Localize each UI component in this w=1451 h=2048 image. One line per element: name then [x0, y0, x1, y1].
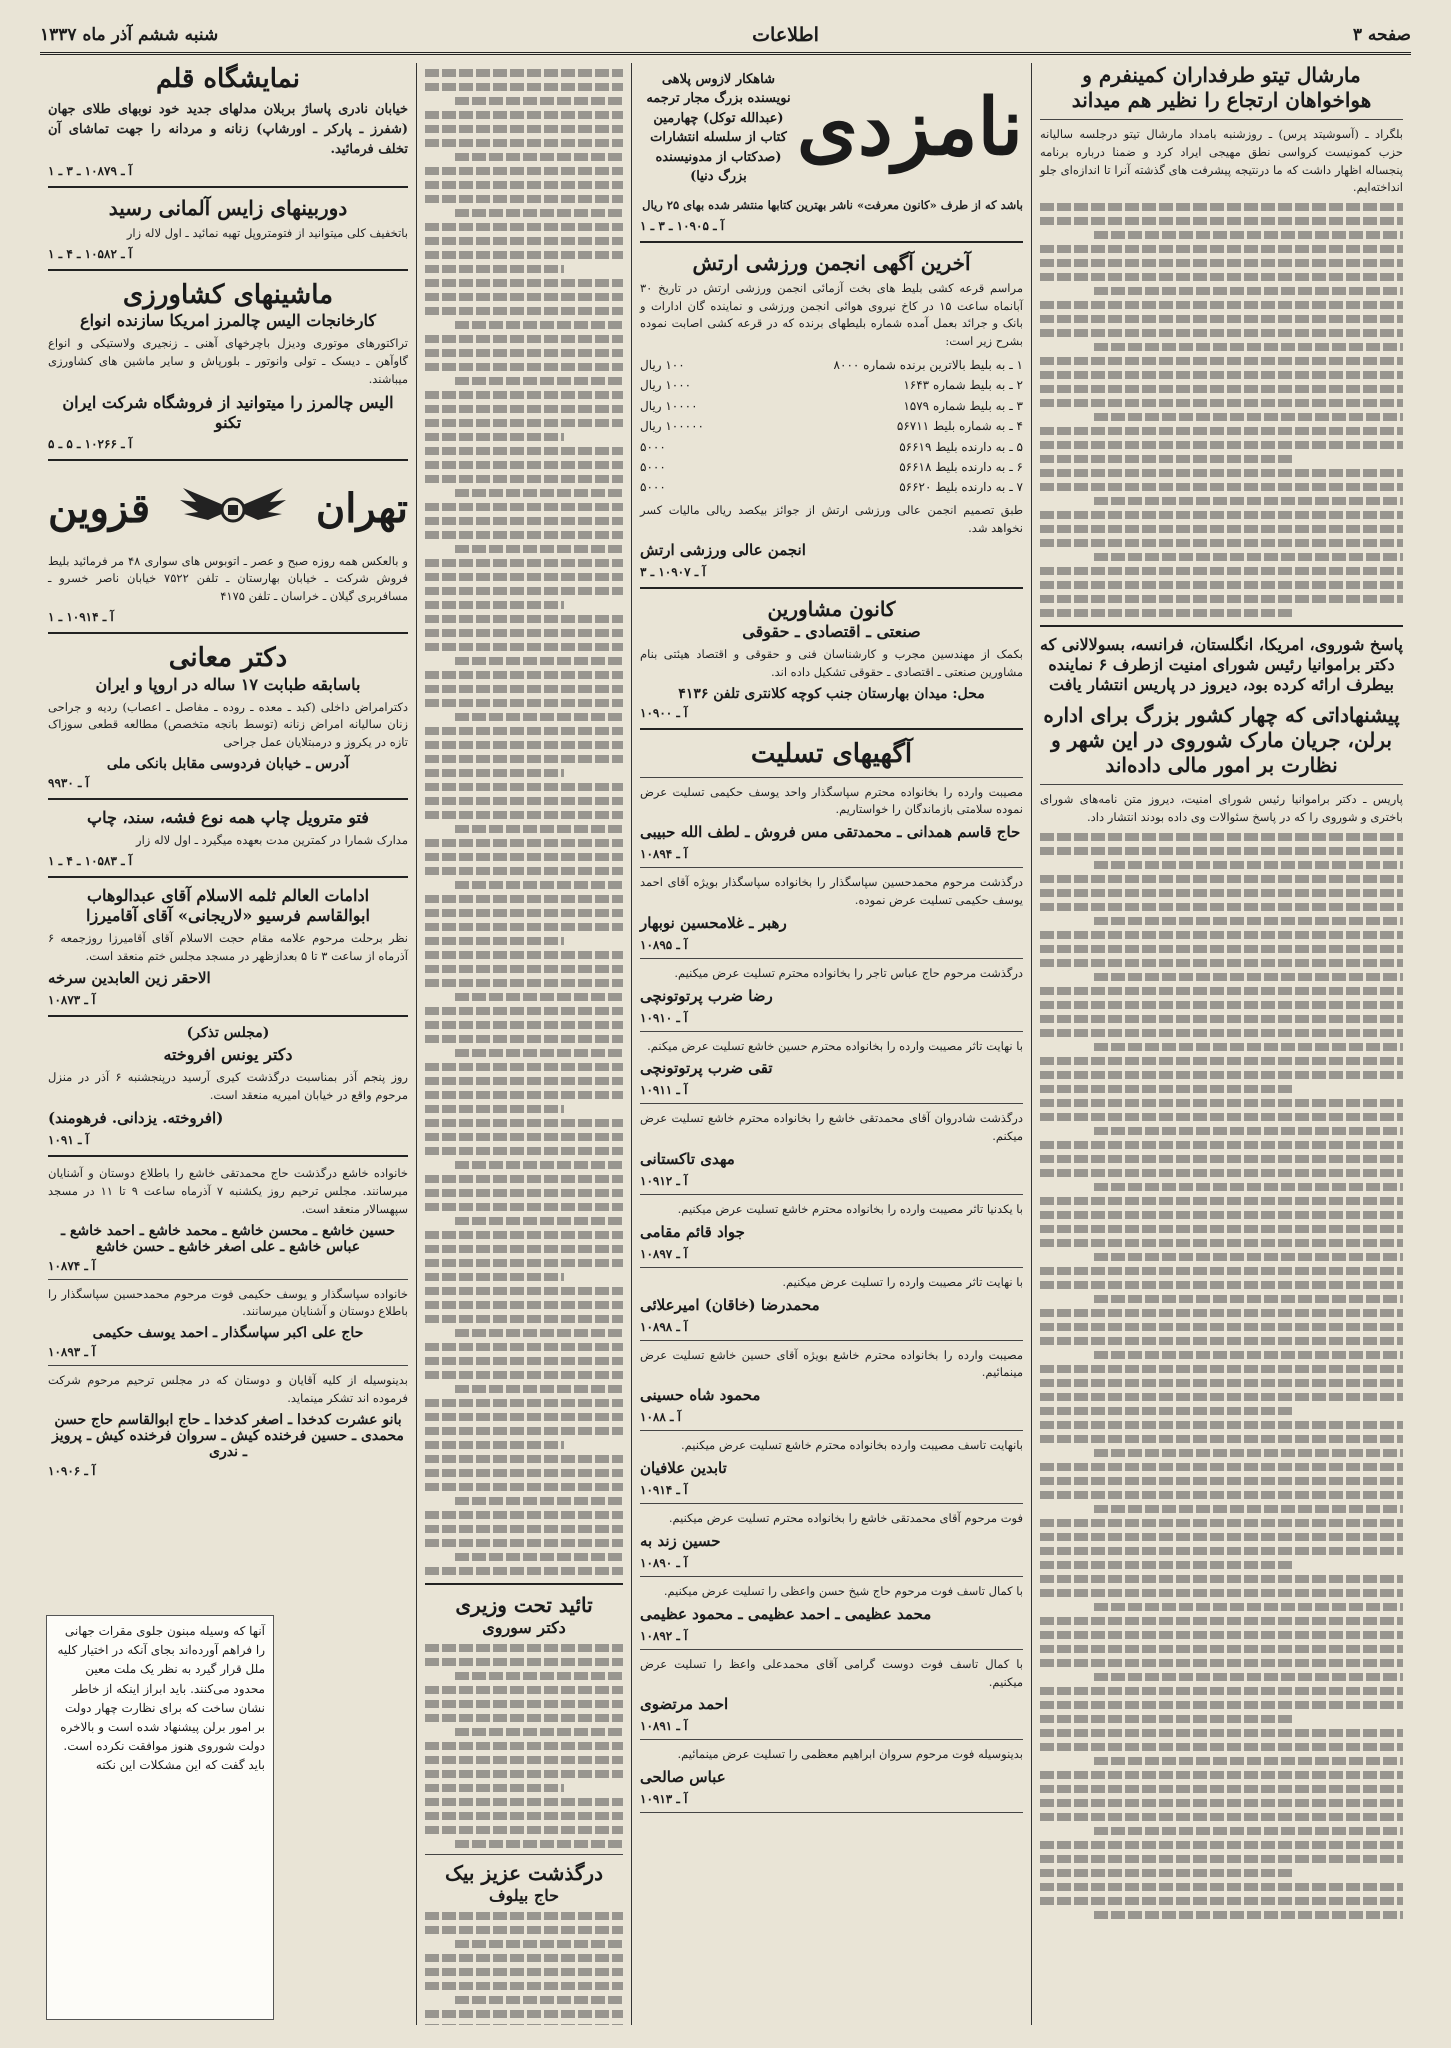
- ayatollah-sub: ابوالقاسم فرسیو «لاریجانی» آقای آقامیرزا: [86, 905, 370, 925]
- doctor-ref: آ ـ ۹۹۳۰: [48, 776, 89, 791]
- condolence-item: [640, 1746, 1023, 1813]
- condolence-list: [640, 784, 1023, 1814]
- condolence-text: مصیبت وارده را بخانواده محترم خاشع بویژه آقای حسین خاشع تسلیت عرض مینمائیم.: [640, 1347, 1023, 1380]
- condolence-signer: محمدرضا (خاقان) امیرعلائی: [640, 1295, 820, 1314]
- taeed-title: تائید تحت وزیری: [455, 1593, 593, 1617]
- page-number: صفحه ۳: [1352, 25, 1411, 45]
- camera-body: باتخفیف کلی میتوانید از فتومتروپل تهیه نمائید ـ اول لاله زار: [126, 225, 408, 240]
- bus-logo: [48, 469, 408, 549]
- boxed-article: آنها که وسیله مبنون جلوی مقرات جهانی را فراهم آورده‌اند بجای آنکه در اختیار کلیه ملل قرار گیرد به نظر یک ملت معین محدود می‌کنند. باید ابراز اینکه از خاطر نشان ساخت که برای نظارت چهار دولت بر امور برلن پیشنهاد شده است و بالاخره دولت شوروی هنوز موافقت نکرده است. باید گفت که این مشکلات این نکته: [46, 1615, 274, 2020]
- condolence-ref: آ ـ ۱۰۹۱۲: [640, 1174, 688, 1189]
- condolence-item: [640, 1201, 1023, 1268]
- majles-title: (مجلس تذکر): [186, 1025, 270, 1042]
- kanoon-address: محل: میدان بهارستان جنب کوچه کلانتری تلفن ۴۱۳۶: [678, 686, 985, 703]
- third-headline: پیشنهاداتی که چهار کشور بزرگ برای اداره برلن، جریان مارک شوروی در این شهر و نظارت بر امور مالی داده‌اند: [1043, 703, 1400, 778]
- prize-row: [640, 477, 1023, 497]
- prize-label: ۵ ـ به دارنده بلیط ۵۶۶۱۹: [899, 439, 1023, 454]
- machines-ref: آ ـ ۱۰۲۶۶ ـ ۵ ـ ۵: [48, 436, 133, 451]
- majles-body: روز پنجم آذر بمناسبت درگذشت کیری آرسید درپنجشنبه ۶ آذر در منزل مرحوم واقع در خیابان امیریه منعقد است.: [48, 1070, 408, 1103]
- condolence-item: [640, 1110, 1023, 1195]
- prize-row: [640, 457, 1023, 477]
- prize-row: [640, 437, 1023, 457]
- taeed-name: دکتر سوروی: [482, 1618, 566, 1637]
- namayeshgah-title: نمایشگاه قلم: [156, 64, 300, 94]
- namayeshgah-body: خیابان نادری پاساژ بربلان مدلهای جدید خود نوبهای طلای جهان (شفرز ـ پارکر ـ اورشاپ) زنانه و مردانه را جهت تماشای آن تخلف فرمائید.: [48, 101, 408, 157]
- family1-ref: آ ـ ۱۰۸۷۴: [48, 1258, 96, 1273]
- namzadi-title: نامزدی: [796, 82, 1023, 173]
- family1-names: حسین خاشع ـ محسن خاشع ـ محمد خاشع ـ احمد خاشع ـ عباس خاشع ـ علی اصغر خاشع ـ حسن خاشع: [60, 1222, 396, 1255]
- prize-amount: ۱۰۰۰۰ ریال: [640, 398, 698, 413]
- ayatollah-ref: آ ـ ۱۰۸۷۳: [48, 993, 96, 1008]
- winged-bus-icon: [178, 480, 288, 538]
- family3-ref: آ ـ ۱۰۹۰۶: [48, 1463, 96, 1478]
- condolence-item: [640, 1274, 1023, 1341]
- condolence-text: بدینوسیله فوت مرحوم سروان ابراهیم معظمی را تسلیت عرض مینمائیم.: [677, 1747, 1023, 1762]
- column-ads-center: [631, 63, 1031, 2025]
- condolence-signer: عباس صالحی: [640, 1768, 726, 1787]
- doctor-address: آدرس ـ خیابان فردوسی مقابل بانکی ملی: [106, 756, 350, 773]
- condolence-ref: آ ـ ۱۰۸۹۷: [640, 1246, 688, 1261]
- lead-headline: مارشال تیتو طرفداران کمینفرم و هواخواهان ارتجاع را نظیر هم میداند: [1071, 63, 1372, 112]
- ayatollah-signer: الاحقر زین العابدین سرخه: [48, 969, 211, 988]
- condolence-ref: آ ـ ۱۰۹۱۱: [640, 1083, 688, 1098]
- condolence-item: [640, 965, 1023, 1032]
- condolence-ref: آ ـ ۱۰۹۱۴: [640, 1483, 688, 1498]
- camera-title: دوربینهای زایس آلمانی رسید: [108, 195, 348, 220]
- dargozasht-sub: حاج بیلوف: [488, 1886, 560, 1905]
- condolence-text: درگذشت مرحوم حاج عباس تاجر را بخانواده محترم تسلیت عرض میکنیم.: [674, 965, 1023, 980]
- condolence-text: با یکدنیا تاثر مصیبت وارده را بخانواده محترم خاشع تسلیت عرض میکنیم.: [677, 1202, 1023, 1217]
- prize-amount: ۱۰۰ ریال: [640, 358, 685, 373]
- family3-names: بانو عشرت کدخدا ـ اصغر کدخدا ـ حاج ابوالقاسم حاج حسن محمدی ـ حسین فرخنده کیش ـ سروان فرخنده کیش ـ پرویز ـ ندری: [52, 1411, 404, 1460]
- condolence-item: [640, 1437, 1023, 1504]
- prize-amount: ۱۰۰۰۰۰ ریال: [640, 419, 704, 434]
- qazvin-label: قزوین: [48, 485, 151, 533]
- prize-row: [640, 416, 1023, 436]
- condolence-item: [640, 1347, 1023, 1432]
- condolence-ref: آ ـ ۱۰۸۹۲: [640, 1628, 688, 1643]
- condolence-text: با کمال تاسف فوت دوست گرامی آقای محمدعلی واعظ را تسلیت عرض میکنیم.: [640, 1656, 1023, 1689]
- third-intro: پاریس ـ دکتر براموانیا رئیس شورای امنیت، دیروز متن نامه‌های شورای باختری و شوروی را که در پاسخ سئوالات وی داده بودند انتشار داد.: [1040, 792, 1403, 825]
- prize-amount: ۵۰۰۰: [640, 480, 666, 495]
- condolence-text: فوت مرحوم آقای محمدتقی خاشع را بخانواده محترم تسلیت عرض میکنیم.: [668, 1511, 1023, 1526]
- prize-row: [640, 396, 1023, 416]
- condolence-item: [640, 784, 1023, 869]
- ayatollah-title: ادامات العالم ثلمه الاسلام آقای عبدالوهاب: [86, 885, 370, 905]
- condolence-ref: آ ـ ۱۰۸۸: [640, 1410, 681, 1425]
- army-ref: آ ـ ۱۰۹۰۷ ـ ۳: [640, 565, 706, 580]
- condolence-signer: تقی ضرب پرتوتونچی: [640, 1059, 773, 1078]
- doctor-title: دکتر معانی: [168, 643, 288, 674]
- prize-row: [640, 355, 1023, 375]
- family1-body: خانواده خاشع درگذشت حاج محمدتقی خاشع را باطلاع دوستان و آشنایان میرسانند. مجلس ترحیم روز یکشنبه ۷ آذرماه ساعت ۹ تا ۱۱ در مسجد سپهسالار منعقد است.: [48, 1166, 408, 1216]
- namayeshgah-ref: آ ـ ۱۰۸۷۹ ـ ۳ ـ ۱: [48, 163, 133, 178]
- namzadi-note: باشد که از طرف «کانون معرفت» ناشر بهترین کتابها منتشر شده بهای ۲۵ ریال: [642, 198, 1023, 212]
- photo-body: مدارک شمارا در کمترین مدت بعهده میگیرد ـ اول لاله زار: [136, 833, 408, 848]
- army-closing: طبق تصمیم انجمن عالی ورزشی ارتش از جوائز بیکصد ریالی مالیات کسر نخواهد شد.: [640, 502, 1023, 535]
- column-news-middle: [416, 63, 631, 2025]
- tehran-label: تهران: [315, 485, 408, 533]
- prize-amount: ۱۰۰۰ ریال: [640, 378, 692, 393]
- condolence-text: بانهایت تاسف مصیبت وارده بخانواده محترم خاشع تسلیت عرض میکنیم.: [680, 1438, 1023, 1453]
- prize-label: ۶ ـ به دارنده بلیط ۵۶۶۱۸: [899, 460, 1023, 475]
- condolence-signer: جواد قائم مقامی: [640, 1222, 745, 1241]
- dargozasht-title: درگذشت عزیز بیک: [445, 1861, 603, 1885]
- condolence-text: مصیبت وارده را بخانواده محترم سپاسگذار واحد یوسف حکیمی تسلیت عرض نموده سلامتی بازماندگان را خواستاریم.: [640, 784, 1023, 817]
- condolence-ref: آ ـ ۱۰۸۹۵: [640, 937, 688, 952]
- family3-body: بدینوسیله از کلیه آقایان و دوستان که در مجلس ترحیم مرحوم شرکت فرموده اند تشکر مینماید.: [48, 1373, 408, 1405]
- bus-ref: آ ـ ۱۰۹۱۴ ـ ۱: [48, 610, 114, 625]
- condolence-signer: رضا ضرب پرتوتونچی: [640, 986, 773, 1005]
- condolence-signer: مهدی تاکستانی: [640, 1150, 735, 1169]
- prize-row: [640, 375, 1023, 395]
- prize-amount: ۵۰۰۰: [640, 460, 666, 475]
- masthead: [40, 18, 1411, 55]
- condolence-item: [640, 1038, 1023, 1105]
- condolence-signer: احمد مرتضوی: [640, 1695, 729, 1714]
- kanoon-ref: آ ـ ۱۰۹۰۰: [640, 706, 688, 721]
- condolence-ref: آ ـ ۱۰۸۹۰: [640, 1555, 688, 1570]
- doctor-sub: باسابقه طبابت ۱۷ ساله در اروپا و ایران: [95, 674, 361, 694]
- majles-ref: آ ـ ۱۰۹۱: [48, 1133, 89, 1148]
- condolence-signer: تابدین علافیان: [640, 1459, 727, 1478]
- doctor-body: دکترامراض داخلی (کبد ـ معده ـ روده ـ مفاصل ـ اعصاب) ردیه و جراحی زنان سالیانه امراض زنانه (توسط بانجه متخصص) مطالعه قطعی سوزاک تازه در یکروز و درمبتلایان عمل جراحی: [48, 699, 408, 750]
- army-title: آخرین آگهی انجمن ورزشی ارتش: [692, 250, 971, 275]
- condolence-item: [640, 874, 1023, 959]
- condolence-ref: آ ـ ۱۰۹۱۳: [640, 1792, 688, 1807]
- bus-body: و بالعکس همه روزه صبح و عصر ـ اتوبوس های سواری ۴۸ مر فرمائید بلیط فروش شرکت ـ خیابان بهارستان ـ تلفن ۷۵۲۲ خیابان ناصر خسرو ـ مسافربری گیلان ـ خراسان ـ تلفن ۴۱۷۵: [48, 553, 408, 604]
- condolence-ref: آ ـ ۱۰۹۱۰: [640, 1010, 688, 1025]
- prize-amount: ۵۰۰۰: [640, 439, 666, 454]
- namzadi-ref: آ ـ ۱۰۹۰۵ ـ ۳ ـ ۱: [640, 218, 725, 233]
- majles-name: دکتر یونس افروخته: [163, 1045, 293, 1065]
- condolence-item: [640, 1583, 1023, 1650]
- condolence-signer: حاج قاسم همدانی ـ محمدتقی مس فروش ـ لطف الله حبیبی: [640, 823, 1021, 842]
- condolence-text: با نهایت تاثر مصیبت وارده را تسلیت عرض میکنیم.: [782, 1274, 1023, 1289]
- condolence-signer: حسین زند به: [640, 1531, 721, 1550]
- photo-title: فتو مترویل چاپ همه نوع فشه، سند، چاپ: [87, 808, 369, 828]
- kanoon-sub: صنعتی ـ اقتصادی ـ حقوقی: [742, 622, 921, 642]
- condolence-text: درگذشت مرحوم محمدحسین سپاسگذار را بخانواده سپاسگذار بویژه آقای احمد یوسف حکیمی تسلیت عرض نموده.: [640, 875, 1023, 907]
- lead-intro: بلگراد ـ (آسوشیتد پرس) ـ روزشنبه بامداد مارشال تیتو درجلسه سالیانه حزب کمونیست کرواسی نطق مهیجی ایراد کرد و ضمنا درباره برنامه پنجساله اظهار داشت که ما درنتیجه پیشرفت های گذشته آنرا تا اندازه‌ای جلو انداخته‌ایم.: [1040, 127, 1403, 195]
- machines-sub: کارخانجات الیس چالمرز امریکا سازنده انواع: [80, 311, 376, 331]
- camera-ref: آ ـ ۱۰۵۸۲ ـ ۴ ـ ۱: [48, 246, 133, 261]
- condolence-signer: محمد عظیمی ـ احمد عظیمی ـ محمود عظیمی: [640, 1604, 932, 1623]
- condolence-item: [640, 1510, 1023, 1577]
- condolence-ref: آ ـ ۱۰۸۹۸: [640, 1319, 688, 1334]
- condolence-signer: رهبر ـ غلامحسین نوبهار: [640, 913, 787, 932]
- machines-brand: الیس چالمرز را میتوانید از فروشگاه شرکت ایران تکنو: [62, 392, 394, 432]
- machines-title: ماشینهای کشاورزی: [122, 279, 334, 310]
- prize-label: ۲ ـ به بلیط شماره ۱۶۴۳: [903, 378, 1023, 393]
- condolence-text: درگذشت شادروان آقای محمدتقی خاشع را بخانواده محترم خاشع تسلیت عرض میکنم.: [640, 1111, 1023, 1144]
- prize-label: ۴ ـ به شماره بلیط ۵۶۷۱۱: [896, 419, 1023, 434]
- paper-name: اطلاعات: [752, 24, 819, 46]
- family2-body: خانواده سپاسگذار و یوسف حکیمی فوت مرحوم محمدحسین سپاسگذار را باطلاع دوستان و آشنایان میرسانند.: [48, 1286, 408, 1319]
- prize-label: ۱ ـ به بلیط بالاترین برنده شماره ۸۰۰۰: [833, 358, 1023, 373]
- condolence-item: [640, 1656, 1023, 1741]
- column-news: [1031, 63, 1411, 2025]
- machines-body: تراکتورهای موتوری ودیزل باچرخهای آهنی ـ زنجیری ولاستیکی و انواع گاوآهن ـ دیسک ـ تولی وانوتور ـ بلورپاش و سایر ماشین های کشاورزی میباشند.: [48, 336, 408, 386]
- tasliyat-title: آگهیهای تسلیت: [750, 739, 913, 770]
- prize-list: [640, 355, 1023, 498]
- prize-label: ۳ ـ به بلیط شماره ۱۵۷۹: [903, 398, 1023, 413]
- condolence-text: با کمال تاسف فوت مرحوم حاج شیخ حسن واعظی را تسلیت عرض میکنیم.: [663, 1583, 1023, 1598]
- condolence-ref: آ ـ ۱۰۸۹۴: [640, 847, 688, 862]
- army-intro: مراسم قرعه کشی بلیط های بخت آزمائی انجمن ورزشی ارتش در تاریخ ۳۰ آبانماه ساعت ۱۵ در کاخ نیروی هوائی انجمن ورزشی و نماینده گان ادارات و بانک و جرائد بعمل آمده شماره بلیطهای برنده که در قرعه کشی اصابت نموده بشرح زیر است:: [640, 280, 1023, 349]
- namzadi-ad: [640, 63, 1023, 193]
- ayatollah-body: نظر برحلت مرحوم علامه مقام حجت الاسلام آقای آقامیرزا روزجمعه ۶ آذرماه از ساعت ۳ تا ۵ بعدازظهر در مسجد مجلس ختم منعقد است.: [48, 930, 408, 963]
- army-signer: انجمن عالی ورزشی ارتش: [640, 541, 806, 560]
- family2-names: حاج علی اکبر سپاسگذار ـ احمد یوسف حکیمی: [92, 1325, 364, 1342]
- prize-label: ۷ ـ به دارنده بلیط ۵۶۶۲۰: [899, 480, 1023, 495]
- condolence-signer: محمود شاه حسینی: [640, 1386, 761, 1405]
- photo-ref: آ ـ ۱۰۵۸۳ ـ ۴ ـ ۱: [48, 853, 133, 868]
- condolence-ref: آ ـ ۱۰۸۹۱: [640, 1719, 688, 1734]
- kanoon-body: بکمک از مهندسین مجرب و کارشناسان فنی و حقوقی و اقتصاد هیئتی بنام مشاورین صنعتی ـ اقتصادی ـ حقوقی تشکیل داده اند.: [640, 647, 1023, 680]
- issue-date: شنبه ششم آذر ماه ۱۳۳۷: [40, 25, 219, 45]
- majles-signer: (افروخته. یزدانی. فرهومند): [48, 1109, 224, 1128]
- condolence-text: با نهایت تاثر مصیبت وارده را بخانواده محترم حسین خاشع تسلیت عرض میکنم.: [647, 1038, 1023, 1053]
- namzadi-side: شاهکار لازوس پلاهی نویسنده بزرگ مجار ترجمه (عبدالله توکل) چهارمین کتاب از سلسله انتشارات (صدکتاب از مدونیسنده بزرگ دنیا): [646, 71, 791, 184]
- family2-ref: آ ـ ۱۰۸۹۳: [48, 1345, 96, 1360]
- kanoon-title: کانون مشاورین: [767, 597, 896, 622]
- second-headline: پاسخ شوروی، امریکا، انگلستان، فرانسه، بسولالانی که دکتر براموانیا رئیس شورای امنیت ازطرف ۶ نماینده بیطرف ارائه کرده بود، دیروز در پاریس انتشار یافت: [1039, 635, 1403, 695]
